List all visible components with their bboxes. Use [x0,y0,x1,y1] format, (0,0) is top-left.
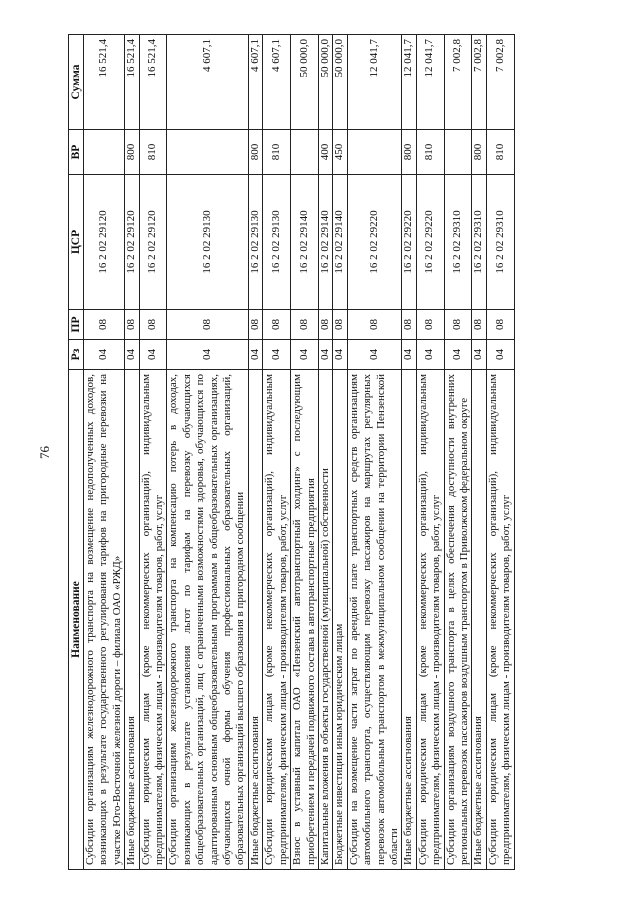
table-row [402,35,416,870]
table-row [416,35,444,870]
cell-name: Субсидии юридическим лицам (кроме некоммерческих организаций), индивидуальным предпринимателям, физическим лицам - производителям товаров, работ, услуг [486,370,514,870]
cell-vr [167,130,248,175]
cell-pr: 08 [444,310,472,340]
cell-csr: 16 2 02 29310 [472,175,486,310]
header-sum: Сумма [69,35,84,130]
cell-rz: 04 [444,340,472,370]
cell-sum: 16 521,4 [125,35,139,130]
cell-vr: 810 [486,130,514,175]
cell-vr: 450 [333,130,347,175]
cell-name: Иные бюджетные ассигнования [472,370,486,870]
cell-name: Субсидии юридическим лицам (кроме некоммерческих организаций), индивидуальным предпринимателям, физическим лицам - производителям товаров, работ, услуг [139,370,167,870]
cell-pr: 08 [333,310,347,340]
cell-rz: 04 [472,340,486,370]
cell-sum: 12 041,7 [416,35,444,130]
cell-name: Субсидии организациям воздушного транспорта в целях обеспечения доступности внутренних региональных перевозок пассажиров воздушным транспортом в Приволжском федеральном округе [444,370,472,870]
cell-name: Иные бюджетные ассигнования [402,370,416,870]
cell-name: Иные бюджетные ассигнования [248,370,262,870]
cell-sum: 16 521,4 [139,35,167,130]
cell-sum: 12 041,7 [347,35,402,130]
cell-name: Капитальные вложения в объекты государственной (муниципальной) собственности [318,370,332,870]
cell-pr: 08 [291,310,319,340]
cell-vr: 810 [263,130,291,175]
cell-vr: 800 [402,130,416,175]
cell-pr: 08 [416,310,444,340]
cell-csr: 16 2 02 29140 [333,175,347,310]
cell-sum: 7 002,8 [472,35,486,130]
cell-vr: 400 [318,130,332,175]
table-row [472,35,486,870]
cell-csr: 16 2 02 29120 [139,175,167,310]
cell-pr: 08 [486,310,514,340]
cell-rz: 04 [486,340,514,370]
cell-sum: 50 000,0 [318,35,332,130]
table-row [347,35,402,870]
cell-csr: 16 2 02 29140 [291,175,319,310]
cell-csr: 16 2 02 29220 [416,175,444,310]
cell-csr: 16 2 02 29220 [347,175,402,310]
table-row [318,35,332,870]
table-header-row [69,35,84,870]
cell-pr: 08 [139,310,167,340]
cell-sum: 7 002,8 [444,35,472,130]
cell-name: Бюджетные инвестиции иным юридическим лицам [333,370,347,870]
budget-table [68,34,515,870]
cell-rz: 04 [167,340,248,370]
cell-name: Иные бюджетные ассигнования [125,370,139,870]
cell-name: Субсидии на возмещение части затрат по арендной плате транспортных средств организациям автомобильного транспорта, осуществляющим перевозку пассажиров на маршрутах регулярных перевозок автомобильным транспортом в межмуниципальном сообщении на территории Пензенской области [347,370,402,870]
table-row [248,35,262,870]
cell-vr [84,130,125,175]
cell-vr: 800 [248,130,262,175]
cell-pr: 08 [84,310,125,340]
cell-pr: 08 [167,310,248,340]
header-csr: ЦСР [69,175,84,310]
cell-vr: 800 [472,130,486,175]
cell-name: Субсидии организациям железнодорожного транспорта на возмещение недополученных доходов, возникающих в результате государственного регулирования тарифов на пригородные перевозки на участке Юго-Восточной железной дороги – филиала ОАО «РЖД» [84,370,125,870]
cell-pr: 08 [263,310,291,340]
cell-sum: 50 000,0 [333,35,347,130]
cell-pr: 08 [125,310,139,340]
budget-table-container [68,35,553,870]
cell-sum: 50 000,0 [291,35,319,130]
page-number: 76 [37,446,52,459]
cell-sum: 7 002,8 [486,35,514,130]
cell-pr: 08 [347,310,402,340]
cell-sum: 4 607,1 [263,35,291,130]
cell-rz: 04 [248,340,262,370]
cell-rz: 04 [333,340,347,370]
cell-csr: 16 2 02 29220 [402,175,416,310]
table-row [291,35,319,870]
cell-csr: 16 2 02 29130 [167,175,248,310]
cell-vr: 810 [416,130,444,175]
cell-csr: 16 2 02 29140 [318,175,332,310]
cell-rz: 04 [263,340,291,370]
cell-name: Субсидии юридическим лицам (кроме некоммерческих организаций), индивидуальным предпринимателям, физическим лицам - производителям товаров, работ, услуг [263,370,291,870]
cell-name: Субсидии организациям железнодорожного транспорта на компенсацию потерь в доходах, возникающих в результате установления льгот по тарифам на перевозку обучающихся общеобразовательных организаций, лиц с ограниченными возможностями здоровья, обучающихся по адаптированным основным общеобразовательным программам в общеобразовательных организациях, обучающихся очной формы обучения профессиональных образовательных организаций, образовательных организаций высшего образования в пригородном сообщении [167,370,248,870]
cell-vr: 810 [139,130,167,175]
cell-name: Субсидии юридическим лицам (кроме некоммерческих организаций), индивидуальным предпринимателям, физическим лицам - производителям товаров, работ, услуг [416,370,444,870]
cell-pr: 08 [472,310,486,340]
cell-vr: 800 [125,130,139,175]
table-row [167,35,248,870]
table-row [139,35,167,870]
header-name: Наименование [69,370,84,870]
cell-pr: 08 [402,310,416,340]
cell-csr: 16 2 02 29310 [444,175,472,310]
cell-csr: 16 2 02 29120 [84,175,125,310]
cell-csr: 16 2 02 29130 [263,175,291,310]
cell-csr: 16 2 02 29120 [125,175,139,310]
table-row [333,35,347,870]
cell-csr: 16 2 02 29130 [248,175,262,310]
table-row [263,35,291,870]
cell-sum: 16 521,4 [84,35,125,130]
cell-sum: 12 041,7 [402,35,416,130]
cell-vr [291,130,319,175]
cell-rz: 04 [318,340,332,370]
cell-csr: 16 2 02 29310 [486,175,514,310]
header-vr: ВР [69,130,84,175]
cell-rz: 04 [402,340,416,370]
header-pr: ПР [69,310,84,340]
cell-rz: 04 [139,340,167,370]
table-row [486,35,514,870]
cell-rz: 04 [416,340,444,370]
table-row [444,35,472,870]
cell-vr [347,130,402,175]
cell-pr: 08 [318,310,332,340]
header-rz: Рз [69,340,84,370]
table-row [84,35,125,870]
cell-rz: 04 [84,340,125,370]
cell-pr: 08 [248,310,262,340]
cell-rz: 04 [347,340,402,370]
cell-sum: 4 607,1 [248,35,262,130]
cell-rz: 04 [125,340,139,370]
table-row [125,35,139,870]
cell-sum: 4 607,1 [167,35,248,130]
cell-vr [444,130,472,175]
cell-rz: 04 [291,340,319,370]
cell-name: Взнос в уставный капитал ОАО «Пензенский автотранспортный холдинг» с последующим приобретением и передачей подвижного состава в автотранспортные предприятия [291,370,319,870]
